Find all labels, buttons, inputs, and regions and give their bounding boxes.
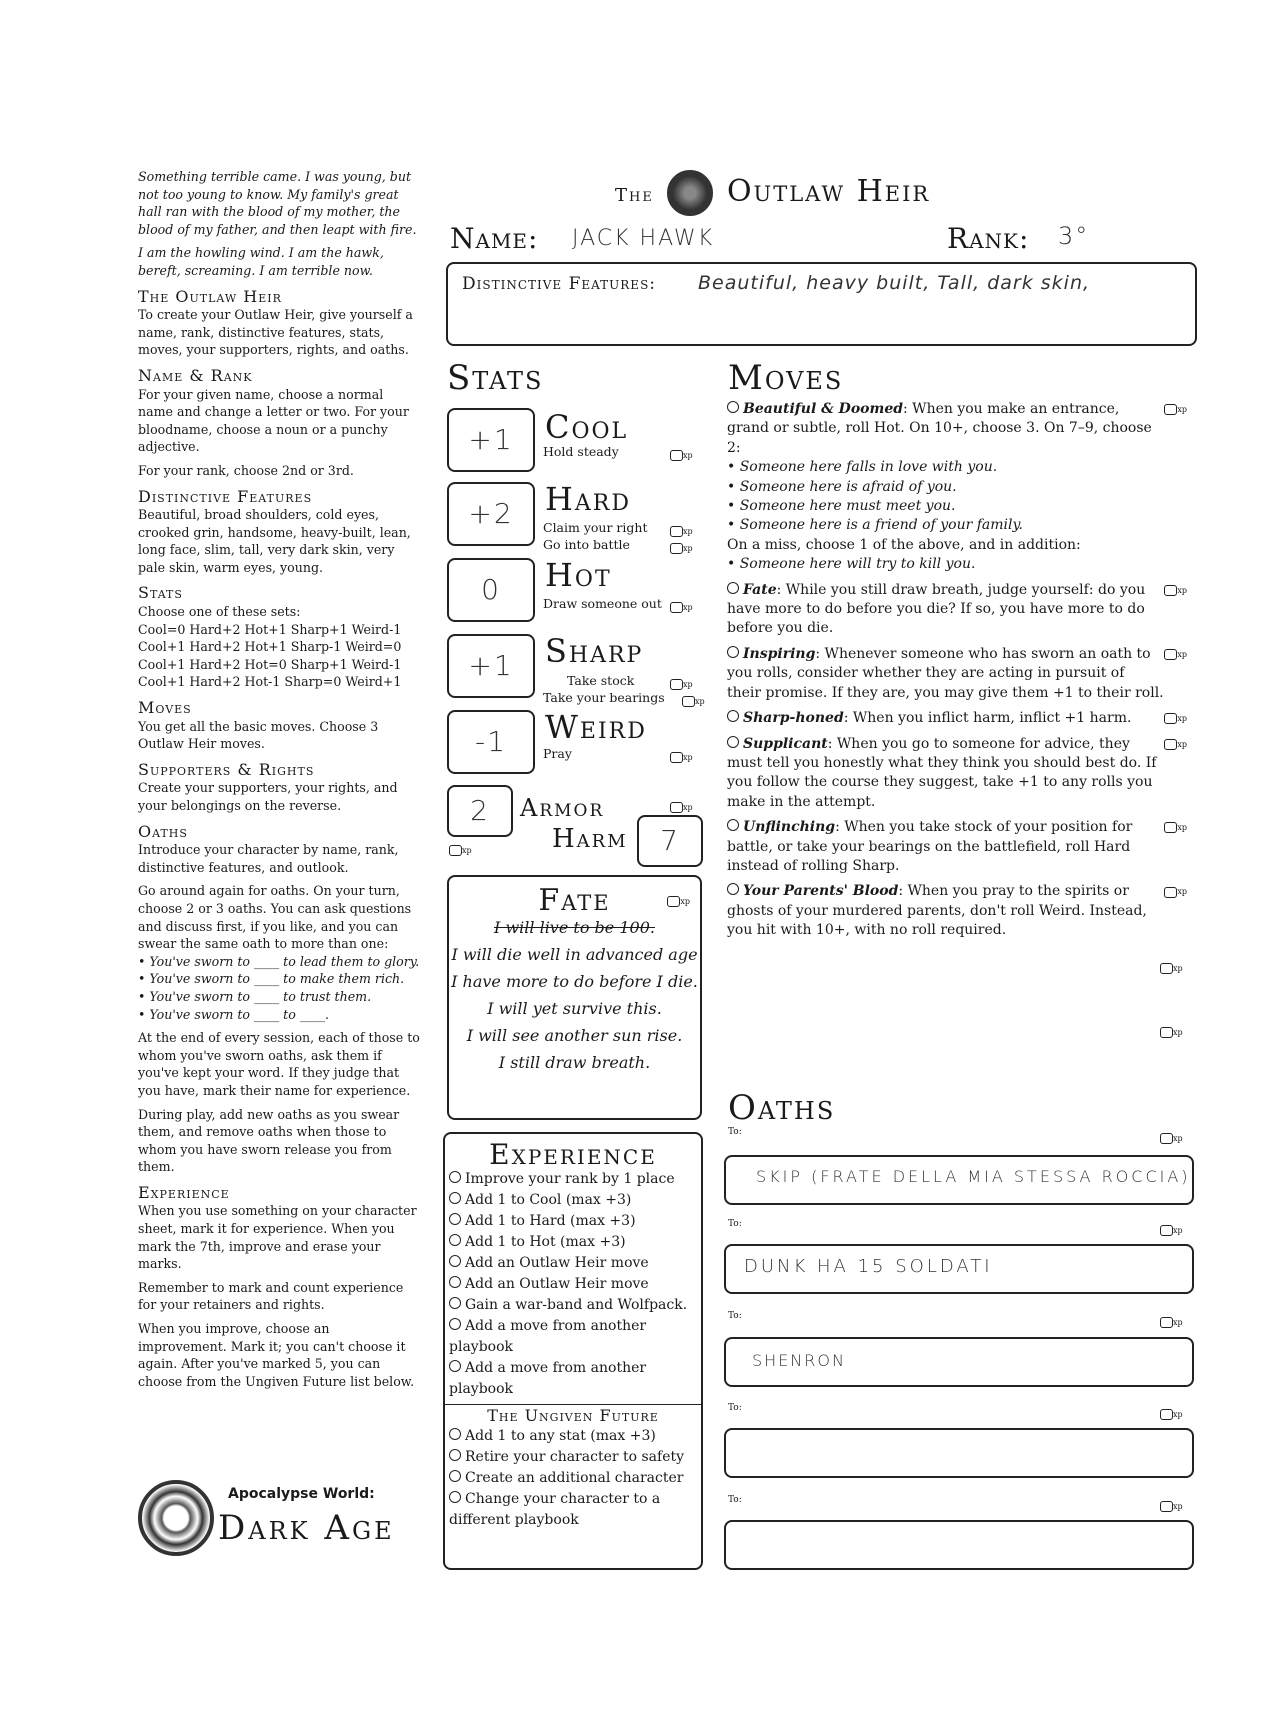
xp-checkbox[interactable]: xp [1160,1404,1183,1423]
move-parents-blood[interactable]: xp Your Parents' Blood: When you pray to the spirits or ghosts of your murdered parents, don't roll Weird. Instead, you hit with 10+, with no roll required. [727,883,1187,939]
moves-list [727,400,1187,947]
oath-value[interactable]: DUNK HA 15 SOLDATI [744,1256,993,1277]
xp-checkbox[interactable]: xp [1160,1496,1183,1515]
move-inspiring[interactable]: xp Inspiring: Whenever someone who has sworn an oath to you rolls, consider whether they are acting in pursuit of their promise. If they are, you may give them +1 to their roll. [727,645,1187,701]
harm-name: Harm [552,824,628,854]
move-sharp-honed[interactable]: xp Sharp-honed: When you inflict harm, inflict +1 harm. [727,709,1187,728]
move-fate[interactable]: xp Fate: While you still draw breath, judge yourself: do you have more to do before you die? If so, you have more to do before you die. [727,581,1187,637]
future-option[interactable]: Add 1 to any stat (max +3) [445,1426,701,1447]
xp-checkbox[interactable]: xp [670,521,693,540]
text-oaths-3: At the end of every session, each of those to whom you've sworn oaths, ask them if you've kept your word. If they judge that you have, mark their name for experience. [138,1030,420,1098]
oath-field[interactable] [724,1337,1194,1387]
xp-checkbox[interactable]: xp [1160,1220,1183,1239]
oath-bullet: • You've sworn to ____ to trust them. [138,988,372,1004]
knot-icon [667,170,713,216]
heading-name-rank: Name & Rank [138,365,253,385]
xp-checkbox[interactable]: xp [1164,709,1187,729]
future-option[interactable]: Retire your character to safety [445,1447,701,1468]
experience-box [443,1132,703,1570]
text-rank: For your rank, choose 2nd or 3rd. [138,462,354,478]
text-oaths-4: During play, add new oaths as you swear them, and remove oaths when those to whom you have sworn release you from them. [138,1106,400,1175]
oath-to-label: To: [728,1495,742,1505]
fate-box [447,875,702,1120]
stat-set: Cool+1 Hard+2 Hot-1 Sharp=0 Weird+1 [138,674,402,690]
cool-name: Cool [545,408,629,446]
oath-field[interactable] [724,1155,1194,1205]
improvement-option[interactable]: Add a move from another playbook [449,1318,647,1355]
circle-checkbox-icon[interactable] [449,1171,461,1183]
title-main: Outlaw Heir [726,174,931,209]
hard-value[interactable]: +2 [447,482,535,546]
sharp-move-1: Take stock [567,673,635,688]
hard-name: Hard [545,480,631,518]
xp-checkbox[interactable]: xp [667,891,690,910]
weird-value[interactable]: -1 [447,710,535,774]
circle-checkbox-icon[interactable] [449,1449,461,1461]
rank-label: Rank: [947,222,1030,255]
intro-text: Something terrible came. I was young, but not too young to know. My family's great hall ran with the blood of my mother, the blood of my father, and then leapt with fire. [138,169,417,237]
title-prefix: The [615,185,654,206]
xp-checkbox[interactable]: xp [1160,958,1183,977]
circle-checkbox-icon[interactable] [449,1213,461,1225]
oath-value[interactable]: SHENRON [752,1351,846,1370]
cool-move: Hold steady [543,444,619,459]
game-logo [138,1480,408,1560]
xp-checkbox[interactable]: xp [1164,400,1187,420]
circle-checkbox-icon[interactable] [727,883,739,895]
xp-checkbox[interactable]: xp [670,747,693,766]
hot-name: Hot [545,556,612,594]
circle-checkbox-icon[interactable] [727,736,739,748]
features-value[interactable]: Beautiful, heavy built, Tall, dark skin, [698,272,1091,294]
circle-checkbox-icon[interactable] [449,1297,461,1309]
fate-line[interactable]: I will see another sun rise. [466,1026,683,1045]
logo-top-text: Apocalypse World: [228,1486,375,1502]
text-name: For your given name, choose a normal name and change a letter or two. For your bloodname, choose a noun or a punchy adjective. [138,386,409,455]
future-option[interactable]: Create an additional character [445,1468,701,1489]
moves-heading: Moves [728,358,844,398]
text-exp-2: Remember to mark and count experience for your retainers and rights. [138,1279,404,1313]
oath-bullet: • You've sworn to ____ to make them rich. [138,971,405,987]
xp-checkbox[interactable]: xp [1164,818,1187,838]
oath-field[interactable] [724,1520,1194,1570]
stat-set: Cool+1 Hard+2 Hot=0 Sharp+1 Weird-1 [138,656,402,672]
text-supporters: Create your supporters, your rights, and your belongings on the reverse. [138,780,398,813]
circle-checkbox-icon[interactable] [449,1255,461,1267]
features-label: Distinctive Features: [462,274,657,294]
circle-checkbox-icon[interactable] [727,401,739,413]
oath-bullet: • You've sworn to ____ to lead them to glory. [138,953,420,969]
circle-checkbox-icon[interactable] [449,1360,461,1372]
oath-field[interactable] [724,1428,1194,1478]
improvement-option[interactable]: Add 1 to Cool (max +3) [445,1190,701,1211]
heading-stats: Stats [138,583,183,603]
circle-checkbox-icon[interactable] [449,1192,461,1204]
stat-set: Cool+1 Hard+2 Hot+1 Sharp-1 Weird=0 [138,639,402,655]
stat-set: Cool=0 Hard+2 Hot+1 Sharp+1 Weird-1 [138,621,402,637]
xp-checkbox[interactable]: xp [1164,581,1187,601]
text-oaths-2: Go around again for oaths. On your turn, choose 2 or 3 oaths. You can ask questions and discuss first, if you like, and you can swear the same oath to more than one: [138,883,412,952]
circle-checkbox-icon[interactable] [727,582,739,594]
improvement-option[interactable]: Add 1 to Hot (max +3) [445,1232,701,1253]
oath-value[interactable]: SKIP (FRATE DELLA MIA STESSA ROCCIA) [756,1167,1191,1186]
xp-checkbox[interactable]: xp [1164,882,1187,902]
text-stats: Choose one of these sets: [138,604,301,620]
text-exp-3: When you improve, choose an improvement. Mark it; you can't choose it again. After you've marked 5, you can choose from the Ungiven Future list below. [138,1321,415,1389]
circle-checkbox-icon[interactable] [449,1234,461,1246]
xp-checkbox[interactable]: xp [1164,645,1187,665]
heading-moves: Moves [138,698,192,718]
armor-value[interactable]: 2 [447,785,513,837]
circle-checkbox-icon[interactable] [449,1491,461,1503]
heading-features: Distinctive Features [138,486,313,506]
fate-heading: Fate [538,883,611,918]
fate-line[interactable]: I will die well in advanced age [451,945,698,964]
hard-move-1: Claim your right [543,520,648,535]
intro-text-2: I am the howling wind. I am the hawk, bereft, screaming. I am terrible now. [138,245,384,278]
oath-to-label: To: [728,1311,742,1321]
stats-heading: Stats [447,358,544,398]
oath-bullet: • You've sworn to ____ to ____. [138,1006,330,1022]
armor-name: Armor [520,794,605,822]
text-outlaw-heir: To create your Outlaw Heir, give yourself a name, rank, distinctive features, stats, moves, your supporters, rights, and oaths. [138,307,413,358]
xp-checkbox[interactable]: xp [670,445,693,464]
move-unflinching[interactable]: xp Unflinching: When you take stock of your position for battle, or take your bearings on the battlefield, roll Hard instead of rolling Sharp. [727,819,1187,874]
experience-heading: Experience [489,1138,657,1171]
heading-experience: Experience [138,1182,230,1202]
instructions-column [138,168,420,1396]
improvement-option[interactable]: Add 1 to Hard (max +3) [445,1211,701,1232]
circle-checkbox-icon[interactable] [449,1276,461,1288]
name-field[interactable]: JACK HAWK [572,226,715,251]
name-label: Name: [450,222,539,255]
xp-checkbox[interactable]: xp [670,538,693,557]
text-features: Beautiful, broad shoulders, cold eyes, crooked grin, handsome, heavy-built, lean, long face, slim, tall, very dark skin, very pale skin, warm eyes, young. [138,507,411,575]
knot-icon [138,1480,214,1556]
circle-checkbox-icon[interactable] [449,1428,461,1440]
weird-move: Pray [543,746,572,761]
oath-to-label: To: [728,1219,742,1229]
fate-line[interactable]: I will live to be 100. [494,918,655,937]
circle-checkbox-icon[interactable] [727,710,739,722]
oath-to-label: To: [728,1403,742,1413]
oath-field[interactable] [724,1244,1194,1294]
circle-checkbox-icon[interactable] [449,1470,461,1482]
xp-checkbox[interactable]: xp [1160,1128,1183,1147]
heading-outlaw-heir: The Outlaw Heir [138,286,282,306]
sharp-move-2: Take your bearings [543,690,665,705]
text-oaths-1: Introduce your character by name, rank, distinctive features, and outlook. [138,842,399,875]
text-moves: You get all the basic moves. Choose 3 Outlaw Heir moves. [138,718,379,752]
future-option[interactable]: Change your character to a different playbook [449,1491,661,1528]
cool-value[interactable]: +1 [447,408,535,472]
xp-checkbox[interactable]: xp [1160,1312,1183,1331]
heading-supporters: Supporters & Rights [138,759,315,779]
move-supplicant[interactable]: xp Supplicant: When you go to someone for advice, they must tell you honestly what they think you should best do. If you follow the course they suggest, take +1 to any rolls you make in the attempt. [727,735,1187,810]
move-beautiful-doomed[interactable]: xp Beautiful & Doomed: When you make an entrance, grand or subtle, roll Hot. On 10+, choose 3. On 7–9, choose 2: • Someone here falls in love with you. • Someone here is afraid of you. • Someone here must meet you. • Someone here is a friend of your family. On a miss, choose 1 of the above, and in addition: • Someone here will try to kill you. [727,401,1187,573]
circle-checkbox-icon[interactable] [727,646,739,658]
playbook-title [615,170,930,216]
fate-line[interactable]: I still draw breath. [498,1053,651,1072]
improvement-option[interactable]: Gain a war-band and Wolfpack. [445,1295,701,1316]
xp-checkbox[interactable]: xp [449,840,472,859]
features-box[interactable] [446,262,1197,346]
xp-checkbox[interactable]: xp [682,691,705,710]
ungiven-future-heading: The Ungiven Future [445,1404,701,1426]
rank-field[interactable]: 3° [1058,222,1090,250]
hard-move-2: Go into battle [543,537,630,552]
xp-checkbox[interactable]: xp [670,597,693,616]
harm-value[interactable]: 7 [637,815,703,867]
improvement-option[interactable]: Improve your rank by 1 place [445,1169,701,1190]
oaths-heading: Oaths [728,1088,836,1128]
weird-name: Weird [545,708,647,746]
xp-checkbox[interactable]: xp [670,674,693,693]
sharp-name: Sharp [545,632,644,670]
xp-checkbox[interactable]: xp [1164,735,1187,755]
text-exp-1: When you use something on your character sheet, mark it for experience. When you mark the 7th, improve and erase your marks. [138,1203,417,1272]
logo-bottom-text: Dark Age [218,1508,395,1548]
sharp-value[interactable]: +1 [447,634,535,698]
xp-checkbox[interactable]: xp [670,797,693,816]
improvement-option[interactable]: Add an Outlaw Heir move [445,1253,701,1274]
improvement-option[interactable]: Add a move from another playbook [449,1360,647,1397]
hot-value[interactable]: 0 [447,558,535,622]
improvement-option[interactable]: Add an Outlaw Heir move [445,1274,701,1295]
heading-oaths: Oaths [138,821,188,841]
oath-to-label: To: [728,1127,742,1137]
hot-move: Draw someone out [543,596,662,611]
circle-checkbox-icon[interactable] [727,819,739,831]
fate-line[interactable]: I will yet survive this. [487,999,662,1018]
xp-checkbox[interactable]: xp [1160,1022,1183,1041]
circle-checkbox-icon[interactable] [449,1318,461,1330]
fate-line[interactable]: I have more to do before I die. [451,972,698,991]
